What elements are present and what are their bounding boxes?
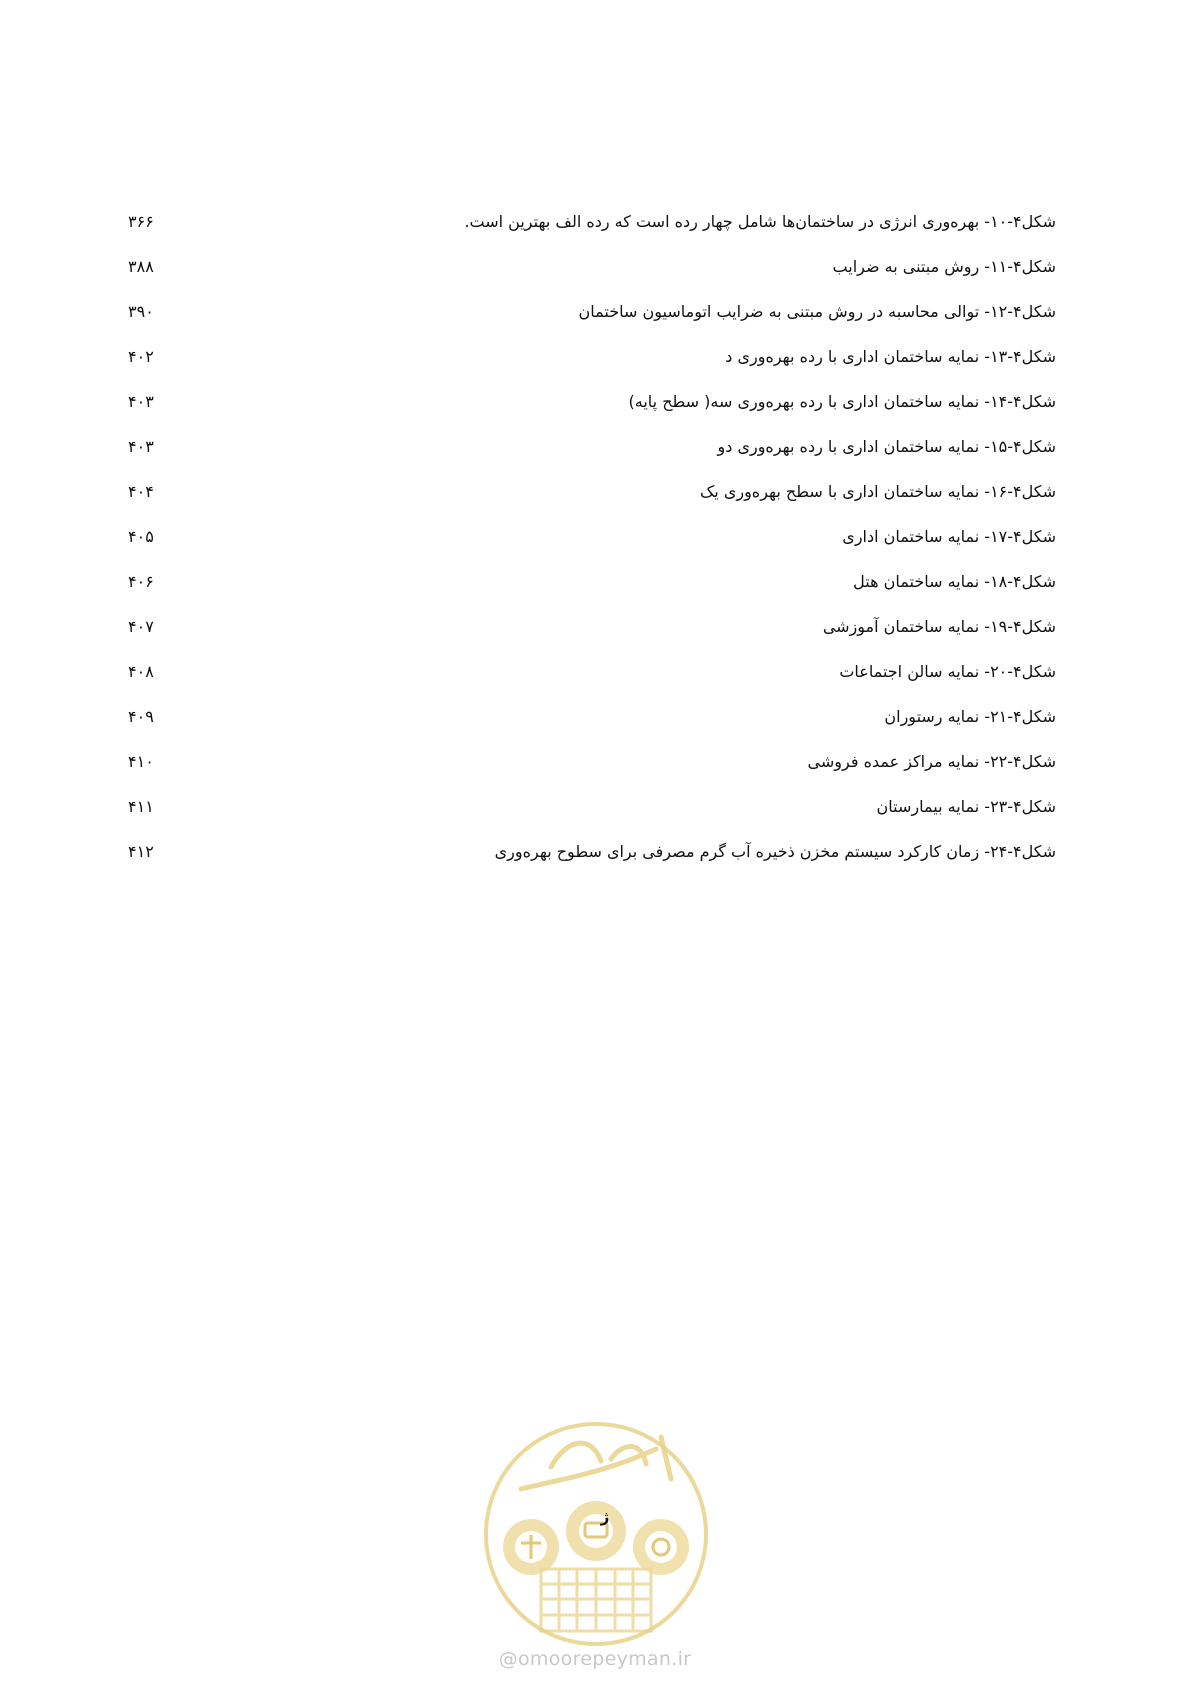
toc-row[interactable] — [128, 572, 1056, 617]
toc-entry-page: ۴۱۰ — [128, 752, 154, 771]
toc-entry-page: ۴۰۶ — [128, 572, 154, 591]
toc-entry-title: شکل۴-۱۳- نمایه ساختمان اداری با رده بهره‌وری د — [725, 347, 1056, 366]
toc-entry-title: شکل۴-۲۲- نمایه مراکز عمده فروشی — [807, 752, 1056, 771]
toc-entry-page: ۳۹۰ — [128, 302, 154, 321]
toc-entry-title: شکل۴-۲۴- زمان کارکرد سیستم مخزن ذخیره آب گرم مصرفی برای سطوح بهره‌وری — [494, 842, 1056, 861]
toc-row[interactable] — [128, 212, 1056, 257]
toc-entry-page: ۳۶۶ — [128, 212, 154, 231]
toc-row[interactable] — [128, 392, 1056, 437]
toc-entry-page: ۳۸۸ — [128, 257, 154, 276]
page-number: ژ — [600, 1508, 610, 1526]
toc-entry-page: ۴۱۲ — [128, 842, 154, 861]
toc-entry-title: شکل۴-۱۹- نمایه ساختمان آموزشی — [822, 617, 1056, 636]
toc-entry-title: شکل۴-۱۵- نمایه ساختمان اداری با رده بهره‌وری دو — [717, 437, 1056, 456]
toc-entry-page: ۴۰۳ — [128, 437, 154, 456]
toc-row[interactable] — [128, 707, 1056, 752]
toc-entry-title: شکل۴-۲۱- نمایه رستوران — [884, 707, 1056, 726]
toc-entry-title: شکل۴-۱۱- روش مبتنی به ضرایب — [832, 257, 1056, 276]
figure-list — [128, 212, 1056, 887]
toc-row[interactable] — [128, 302, 1056, 347]
toc-entry-title: شکل۴-۱۷- نمایه ساختمان اداری — [842, 527, 1056, 546]
toc-row[interactable] — [128, 527, 1056, 572]
toc-entry-title: شکل۴-۲۳- نمایه بیمارستان — [876, 797, 1056, 816]
toc-row[interactable] — [128, 437, 1056, 482]
toc-entry-page: ۴۰۲ — [128, 347, 154, 366]
toc-row[interactable] — [128, 482, 1056, 527]
toc-entry-page: ۴۰۷ — [128, 617, 154, 636]
toc-entry-title: شکل۴-۲۰- نمایه سالن اجتماعات — [839, 662, 1056, 681]
toc-row[interactable] — [128, 257, 1056, 302]
watermark-logo-icon — [481, 1419, 711, 1649]
toc-entry-title: شکل۴-۱۴- نمایه ساختمان اداری با رده بهره‌وری سه( سطح پایه) — [628, 392, 1056, 411]
toc-entry-title: شکل۴-۱۶- نمایه ساختمان اداری با سطح بهره‌وری یک — [699, 482, 1056, 501]
toc-row[interactable] — [128, 617, 1056, 662]
toc-entry-title: شکل۴-۱۰- بهره‌وری انرژی در ساختمان‌ها شامل چهار رده است که رده الف بهترین است. — [464, 212, 1056, 231]
toc-row[interactable] — [128, 842, 1056, 887]
toc-entry-page: ۴۰۳ — [128, 392, 154, 411]
toc-entry-page: ۴۰۹ — [128, 707, 154, 726]
toc-entry-page: ۴۰۸ — [128, 662, 154, 681]
toc-row[interactable] — [128, 347, 1056, 392]
toc-entry-title: شکل۴-۱۸- نمایه ساختمان هتل — [853, 572, 1056, 591]
toc-entry-page: ۴۰۵ — [128, 527, 154, 546]
toc-entry-title: شکل۴-۱۲- توالی محاسبه در روش مبتنی به ضرایب اتوماسیون ساختمان — [578, 302, 1056, 321]
toc-entry-page: ۴۱۱ — [128, 797, 154, 816]
toc-entry-page: ۴۰۴ — [128, 482, 154, 501]
toc-row[interactable] — [128, 752, 1056, 797]
toc-row[interactable] — [128, 662, 1056, 707]
watermark-url: @omoorepeyman.ir — [498, 1648, 692, 1670]
toc-row[interactable] — [128, 797, 1056, 842]
